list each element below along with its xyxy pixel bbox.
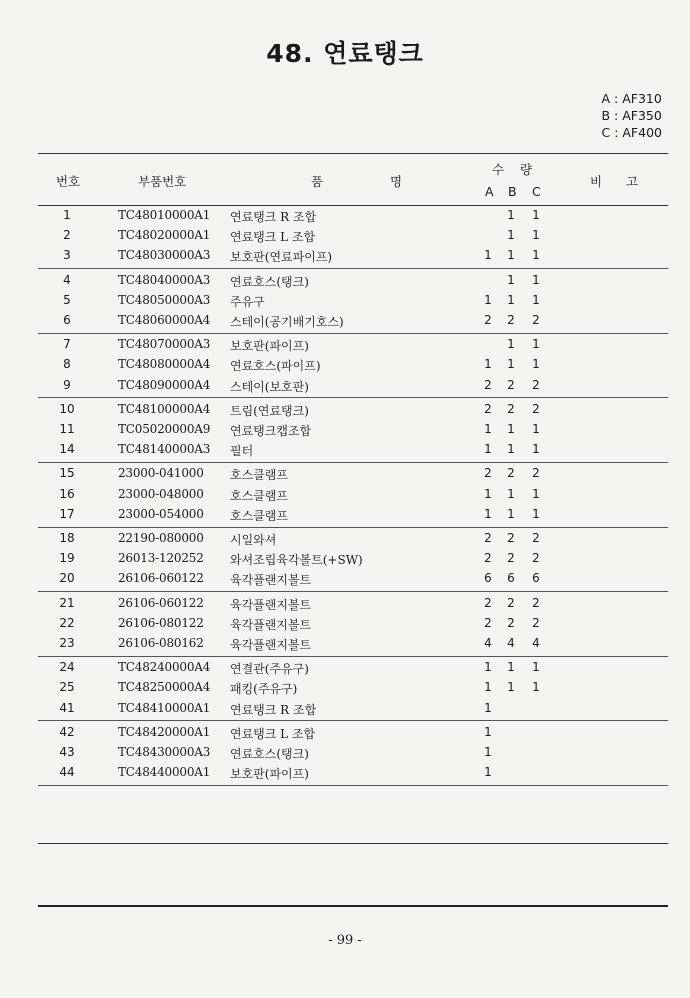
header-name-left: 품 [311,174,324,189]
qty-b: 6 [507,571,515,586]
part-name: 스테이(보호판) [230,379,309,394]
part-name: 연료호스(파이프) [230,359,321,374]
table-row [38,226,668,246]
part-name: 연료탱크 R 조합 [230,210,317,224]
part-name: 연료호스(탱크) [230,274,309,289]
part-name: 육각플랜지볼트 [230,638,312,652]
qty-c: 1 [532,357,540,372]
qty-a: 1 [484,745,492,759]
qty-a: 2 [484,466,492,481]
table-row [38,678,668,698]
qty-c: 2 [532,313,540,327]
part-name: 필터 [230,444,254,459]
qty-b: 2 [507,615,515,630]
header-name-right: 명 [390,174,403,189]
part-number: TC48140000A3 [118,442,211,457]
table-row [38,464,668,484]
part-number: TC48440000A1 [118,765,211,780]
qty-a: 1 [484,765,492,780]
qty-a: 1 [484,724,492,739]
table-row [38,505,668,525]
group-separator [38,591,668,592]
item-number: 9 [63,377,71,392]
item-number: 19 [59,551,75,566]
item-number: 5 [63,292,71,307]
qty-c: 1 [532,680,540,695]
header-no: 번호 [56,174,81,189]
part-name: 육각플랜지볼트 [230,597,312,612]
group-separator [38,656,668,657]
item-number: 24 [59,660,75,675]
item-number: 17 [59,506,75,521]
header-c: C [532,184,541,199]
qty-c: 2 [532,595,540,610]
group-separator [38,720,668,721]
item-number: 41 [59,700,75,715]
qty-c: 2 [532,401,540,416]
qty-a: 2 [484,531,492,545]
qty-c: 2 [532,615,540,630]
qty-b: 1 [507,357,515,372]
part-name: 패킹(주유구) [230,682,298,697]
qty-c: 1 [532,228,540,243]
part-name: 연료탱크 R 조합 [230,702,317,717]
part-name: 연료탱크 L 조합 [230,726,316,741]
part-number: TC48010000A1 [118,208,211,222]
group-separator [38,462,668,463]
qty-a: 1 [484,486,492,501]
part-name: 호스클램프 [230,468,288,483]
qty-b: 2 [507,377,515,392]
part-number: TC48430000A3 [118,745,211,759]
qty-b: 2 [507,551,515,566]
item-number: 20 [59,571,75,586]
table-row [38,376,668,396]
qty-b: 1 [507,486,515,501]
header-a: A [485,184,494,199]
qty-b: 1 [507,272,515,287]
qty-a: 1 [484,292,492,307]
qty-c: 1 [532,248,540,263]
item-number: 3 [63,248,71,263]
qty-c: 1 [532,272,540,287]
part-number: TC48070000A3 [118,337,211,352]
model-legend [602,90,663,141]
qty-a: 2 [484,595,492,610]
item-number: 43 [59,745,75,759]
table-row [38,743,668,763]
qty-b: 1 [507,506,515,521]
item-number: 7 [63,337,71,352]
part-name: 와셔조립육각볼트(+SW) [230,553,363,568]
qty-a: 4 [484,636,492,650]
part-number: 26106-080122 [118,615,204,630]
qty-a: 6 [484,571,492,586]
qty-a: 2 [484,551,492,566]
qty-c: 1 [532,506,540,521]
qty-a: 1 [484,422,492,436]
table-bottom-rule [38,785,668,786]
part-number: TC48060000A4 [118,313,211,327]
part-number: TC48080000A4 [118,357,211,372]
footer-rule [38,905,668,907]
page-title: 48. 연료탱크 [266,39,424,68]
qty-b: 2 [507,595,515,610]
qty-a: 1 [484,506,492,521]
part-name: 시일와셔 [230,533,277,547]
item-number: 44 [59,765,75,780]
qty-c: 1 [532,292,540,307]
qty-a: 1 [484,442,492,457]
qty-c: 1 [532,208,540,222]
item-number: 2 [63,228,71,243]
part-name: 연료호스(탱크) [230,747,309,761]
qty-a: 1 [484,357,492,372]
model-a: A : AF310 [601,91,662,106]
header-remark: 비 고 [590,174,649,189]
table-row [38,569,668,589]
item-number: 22 [59,615,75,630]
group-separator [38,527,668,528]
table-row [38,614,668,634]
part-name: 보호판(파이프) [230,339,309,354]
qty-c: 2 [532,551,540,566]
item-number: 18 [59,531,75,545]
qty-b: 1 [507,228,515,243]
item-number: 42 [59,724,75,739]
part-name: 보호판(연료파이프) [230,250,333,265]
part-name: 트림(연료탱크) [230,403,309,418]
table-row [38,723,668,743]
part-name: 호스클램프 [230,488,288,503]
part-number: 26106-060122 [118,571,204,586]
model-c: C : AF400 [601,125,662,140]
qty-c: 4 [532,636,540,650]
item-number: 14 [59,442,75,457]
model-b: B : AF350 [601,108,662,123]
qty-b: 1 [507,442,515,457]
page-number: - 99 - [328,933,362,948]
part-number: TC48250000A4 [118,680,211,695]
part-number: TC48050000A3 [118,292,211,307]
qty-c: 1 [532,486,540,501]
part-name: 연료탱크캡조합 [230,424,312,438]
table-row [38,485,668,505]
table-row [38,335,668,355]
part-number: TC48100000A4 [118,401,211,416]
qty-a: 2 [484,377,492,392]
qty-c: 2 [532,466,540,481]
qty-b: 1 [507,292,515,307]
part-name: 스테이(공기배기호스) [230,315,344,329]
item-number: 11 [59,422,75,436]
table-row [38,699,668,719]
table-row [38,291,668,311]
qty-c: 1 [532,422,540,436]
part-name: 연료탱크 L 조합 [230,230,316,245]
qty-b: 2 [507,313,515,327]
table-row [38,634,668,654]
part-number: 26106-060122 [118,595,204,610]
part-name: 연결관(주유구) [230,662,309,677]
qty-b: 2 [507,466,515,481]
table-end-rule [38,843,668,844]
part-number: TC48240000A4 [118,660,211,675]
qty-b: 1 [507,422,515,436]
item-number: 10 [59,401,75,416]
group-separator [38,333,668,334]
part-number: 26013-120252 [118,551,204,566]
qty-b: 1 [507,208,515,222]
item-number: 6 [63,313,71,327]
qty-b: 2 [507,401,515,416]
header-part-no: 부품번호 [138,174,187,189]
qty-b: 1 [507,660,515,675]
table-row [38,658,668,678]
table-row [38,594,668,614]
table-row [38,271,668,291]
part-number: TC48410000A1 [118,700,211,715]
item-number: 23 [59,636,75,650]
table-row [38,355,668,375]
item-number: 25 [59,680,75,695]
part-number: TC48040000A3 [118,272,211,287]
table-row [38,529,668,549]
part-name: 육각플랜지볼트 [230,573,312,588]
qty-a: 1 [484,248,492,263]
part-number: 26106-080162 [118,636,204,650]
qty-c: 6 [532,571,540,586]
part-number: TC48030000A3 [118,248,211,263]
part-number: 23000-048000 [118,486,204,501]
table-top-rule [38,153,668,154]
item-number: 21 [59,595,75,610]
qty-b: 4 [507,636,515,650]
table-row [38,311,668,331]
qty-a: 2 [484,313,492,327]
qty-a: 1 [484,700,492,715]
qty-c: 2 [532,531,540,545]
qty-b: 1 [507,337,515,352]
group-separator [38,268,668,269]
qty-c: 2 [532,377,540,392]
part-name: 주유구 [230,294,265,309]
header-qty: 수 량 [492,162,539,177]
part-number: TC48090000A4 [118,377,211,392]
item-number: 15 [59,466,75,481]
part-number: TC48420000A1 [118,724,211,739]
item-number: 8 [63,357,71,372]
table-row [38,549,668,569]
qty-a: 1 [484,680,492,695]
part-number: TC05020000A9 [118,422,211,436]
item-number: 1 [63,208,71,222]
qty-a: 2 [484,401,492,416]
qty-a: 2 [484,615,492,630]
table-row [38,206,668,226]
part-name: 보호판(파이프) [230,767,309,782]
qty-b: 1 [507,680,515,695]
part-name: 호스클램프 [230,508,288,523]
part-number: TC48020000A1 [118,228,211,243]
part-number: 23000-041000 [118,466,204,481]
qty-c: 1 [532,660,540,675]
qty-a: 1 [484,660,492,675]
qty-b: 2 [507,531,515,545]
item-number: 16 [59,486,75,501]
part-number: 22190-080000 [118,531,204,545]
qty-c: 1 [532,442,540,457]
table-row [38,420,668,440]
table-row [38,400,668,420]
item-number: 4 [63,272,71,287]
qty-c: 1 [532,337,540,352]
part-number: 23000-054000 [118,506,204,521]
table-row [38,763,668,783]
table-row [38,440,668,460]
qty-b: 1 [507,248,515,263]
group-separator [38,397,668,398]
table-row [38,246,668,266]
header-b: B [508,184,517,199]
part-name: 육각플랜지볼트 [230,617,312,632]
